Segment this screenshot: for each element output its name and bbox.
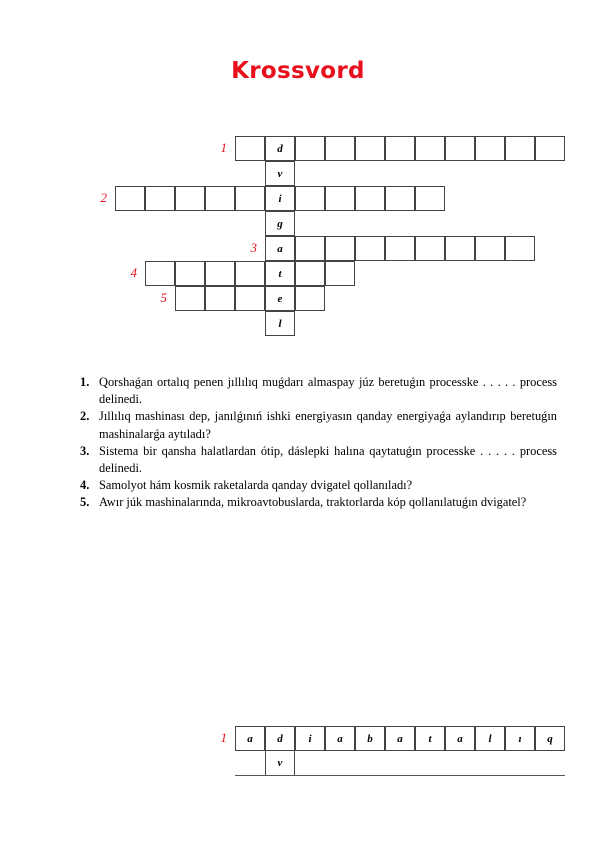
question-text: Qorshaǵan ortalıq penen jıllılıq muǵdarı almaspay júz beretuǵın processke . . . . . process delinedi. [99, 375, 557, 407]
key-letter-cell: t [265, 261, 295, 286]
row-number-label: 2 [100, 190, 107, 205]
answer-letter-cell: i [295, 726, 325, 751]
key-letter-cell: d [265, 136, 295, 161]
page-title: Krossvord [231, 58, 365, 84]
row-number-label: 1 [220, 140, 227, 155]
answer-letter-cell: q [535, 726, 565, 751]
answer-letter-cell: t [415, 726, 445, 751]
question-text: Jıllılıq mashinası dep, janılǵınıń ishki energiyasın qanday energiyaǵa aylandırıp beretuǵın mashinalarǵa aytıladı? [99, 409, 557, 441]
answer-letter-cell: a [385, 726, 415, 751]
question-text: Samolyot hám kosmik raketalarda qanday dvigatel qollanıladı? [99, 478, 413, 493]
question-number: 4. [80, 478, 90, 493]
row-number-label: 3 [250, 240, 257, 255]
question-text: Awır júk mashinalarında, mikroavtobuslarda, traktorlarda kóp qollanılatuǵın dvigatel? [99, 495, 527, 510]
question-number: 3. [80, 443, 90, 458]
key-letter-cell: v [265, 161, 295, 186]
row-number-label: 4 [130, 265, 137, 280]
answer-letter-cell: l [475, 726, 505, 751]
answer-letter-cell: b [355, 726, 385, 751]
question-text: Sistema bir qansha halatlardan ótip, dáslepki halına qaytatuǵın processke . . . . . process delinedi. [99, 443, 557, 476]
answer-letter-cell: ı [505, 726, 535, 751]
answer-second-row-cell: v [265, 751, 295, 776]
question-number: 5. [80, 495, 90, 510]
key-letter-cell: l [265, 311, 295, 336]
question-number: 2. [80, 409, 90, 424]
key-letter-cell: g [265, 211, 295, 236]
answer-letter-cell: a [445, 726, 475, 751]
question-number: 1. [80, 375, 90, 389]
answer-row-number: 1 [220, 730, 227, 745]
key-letter-cell: e [265, 286, 295, 311]
answer-letter-cell: a [235, 726, 265, 751]
row-number-label: 5 [160, 290, 167, 305]
answer-letter-cell: d [265, 726, 295, 751]
key-letter-cell: a [265, 236, 295, 261]
key-letter-cell: i [265, 186, 295, 211]
answer-letter-cell: a [325, 726, 355, 751]
answer-bottom-line [235, 775, 565, 776]
